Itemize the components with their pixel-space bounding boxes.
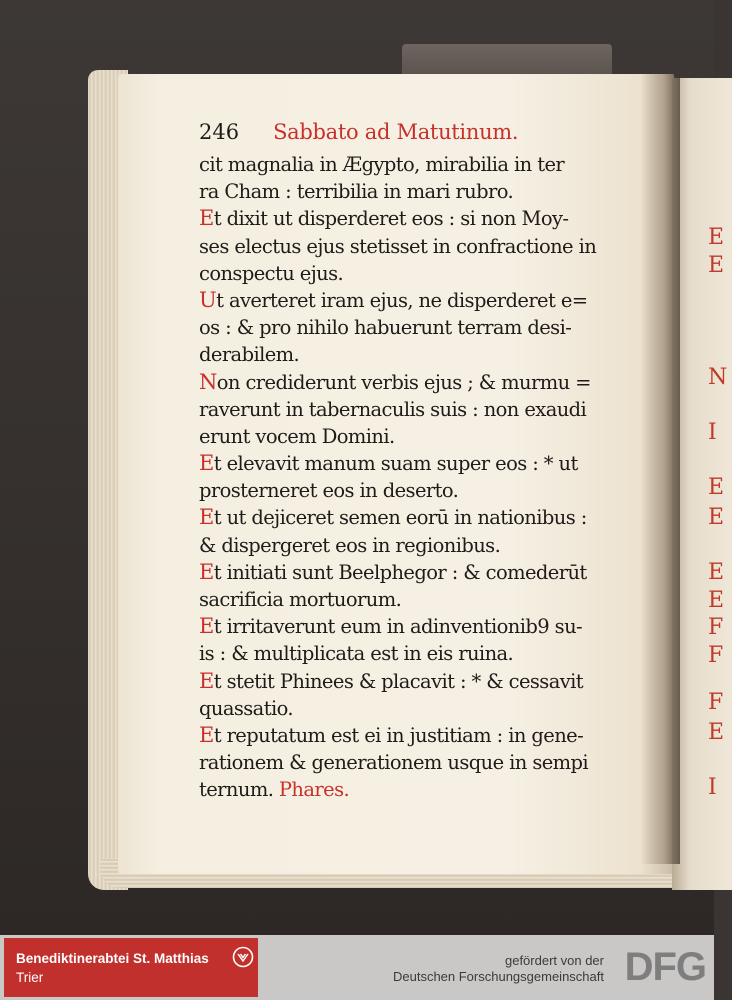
line-text: cit magnalia in Ægypto, mirabilia in ter <box>199 153 565 176</box>
line-text: & dispergeret eos in regionibus. <box>199 533 501 557</box>
text-line <box>199 613 649 640</box>
facing-page-initial: I <box>708 420 717 445</box>
rubricated-initial: E <box>199 668 214 693</box>
facing-page-initial: E <box>708 588 725 613</box>
running-title: Sabbato ad Matutinum. <box>273 120 519 144</box>
rubricated-initial: E <box>199 206 214 231</box>
rubricated-initial: U <box>199 287 217 312</box>
facing-page-initial: I <box>708 775 717 800</box>
line-text: t stetit Phinees & placavit : * & cessavit <box>213 669 584 693</box>
text-line <box>199 369 649 396</box>
line-text: ses electus ejus stetisset in confractione in <box>199 234 597 258</box>
funder-line-2: Deutschen Forschungsgemeinschaft <box>392 969 604 984</box>
text-line <box>199 532 649 559</box>
institution-banner[interactable] <box>4 938 258 997</box>
rubricated-initial: E <box>199 722 214 747</box>
text-line <box>199 477 649 504</box>
facing-page-initial: E <box>708 225 725 250</box>
facing-page-initial: E <box>708 505 725 530</box>
line-text: quassatio. <box>199 696 293 720</box>
line-text: conspectu ejus. <box>199 261 344 285</box>
abbey-logo-icon <box>232 946 254 968</box>
text-line <box>199 695 649 722</box>
line-text: erunt vocem Domini. <box>199 424 395 448</box>
facing-page-initial: E <box>708 253 725 278</box>
dfg-logo[interactable]: DFG <box>624 945 706 989</box>
line-text: t averteret iram ejus, ne disperderet e= <box>216 288 588 312</box>
text-line <box>199 233 649 260</box>
text-line <box>199 722 649 749</box>
rubricated-initial: E <box>199 451 214 476</box>
line-text: t irritaverunt eum in adinventionib9 su- <box>213 615 583 639</box>
facing-page-initial: F <box>708 643 724 668</box>
facing-page-initial: F <box>708 615 724 640</box>
facing-page-initial: E <box>708 475 725 500</box>
text-line <box>199 559 649 586</box>
line-text: t ut dejiceret semen eorū in nationibus : <box>213 506 587 530</box>
text-line <box>199 749 649 776</box>
line-text: t elevavit manum suam super eos : * ut <box>213 452 578 476</box>
funder-line-1: gefördert von der <box>504 953 604 968</box>
rubricated-initial: E <box>199 559 214 584</box>
rubricated-initial: E <box>199 614 214 639</box>
text-line <box>199 151 649 178</box>
page-text <box>199 120 649 804</box>
facing-page-initial: E <box>708 720 725 745</box>
text-lines <box>199 151 649 804</box>
text-line <box>199 205 649 232</box>
text-line <box>199 776 649 803</box>
line-text: t reputatum est ei in justitiam : in gene- <box>213 723 584 747</box>
line-text: ra Cham : terribilia in mari rubro. <box>199 180 514 204</box>
line-text: derabilem. <box>199 343 300 367</box>
text-line <box>199 640 649 667</box>
line-text: prosterneret eos in deserto. <box>199 479 459 503</box>
line-text: t initiati sunt Beelphegor : & comederūt <box>213 560 587 584</box>
line-text: sacrificia mortuorum. <box>199 588 402 611</box>
line-text: ternum. <box>199 778 279 802</box>
text-line <box>199 586 649 613</box>
text-line <box>199 260 649 287</box>
institution-name: Benediktinerabtei St. Matthias <box>16 951 209 966</box>
line-text: raverunt in tabernaculis suis : non exaudi <box>199 397 587 421</box>
text-line <box>199 396 649 423</box>
footer-bar <box>0 935 714 1000</box>
text-line <box>199 287 649 314</box>
facing-page-initial: E <box>708 560 725 585</box>
facing-page-initial: N <box>708 365 728 390</box>
line-text: os : & pro nihilo habuerunt terram desi- <box>199 316 572 340</box>
text-line <box>199 423 649 450</box>
text-line <box>199 178 649 205</box>
text-line <box>199 504 649 531</box>
line-text: rationem & generationem usque in sempi <box>199 751 589 775</box>
rubric-note: Phares. <box>278 778 350 802</box>
funder-text <box>393 953 604 985</box>
text-line <box>199 314 649 341</box>
bookmark-tab <box>402 44 612 78</box>
facing-page-initial: F <box>708 690 724 715</box>
line-text: on crediderunt verbis ejus ; & murmu = <box>216 370 591 394</box>
text-line <box>199 450 649 477</box>
text-line <box>199 341 649 368</box>
line-text: is : & multiplicata est in eis ruina. <box>199 642 514 666</box>
text-line <box>199 668 649 695</box>
page-header <box>199 120 649 151</box>
rubricated-initial: N <box>199 369 217 394</box>
line-text: t dixit ut disperderet eos : si non Moy- <box>213 207 569 231</box>
institution-city: Trier <box>16 970 44 985</box>
rubricated-initial: E <box>199 505 214 530</box>
page-number: 246 <box>199 120 240 144</box>
